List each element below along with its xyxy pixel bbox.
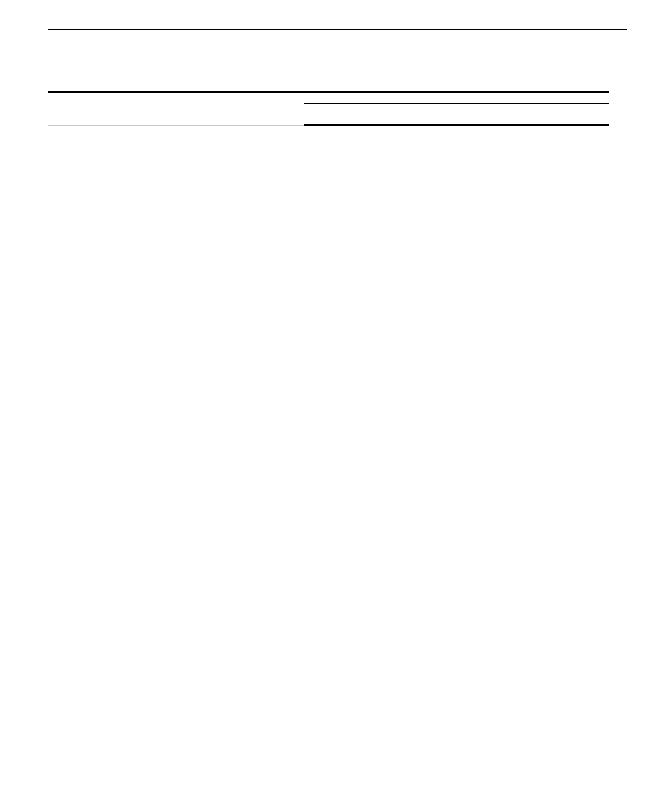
col-header-micro <box>379 104 454 126</box>
header-rule <box>48 29 627 30</box>
col-header-output <box>194 92 246 125</box>
col-header-distance <box>104 92 154 125</box>
product-table <box>48 91 609 126</box>
col-header-frequency <box>246 92 304 125</box>
col-header-cable <box>304 104 379 126</box>
col-header-pigtail <box>529 104 609 126</box>
col-header-pico <box>454 104 529 126</box>
col-header-catno <box>304 92 609 104</box>
col-header-barrel <box>48 92 104 125</box>
col-header-shielded <box>154 92 194 125</box>
